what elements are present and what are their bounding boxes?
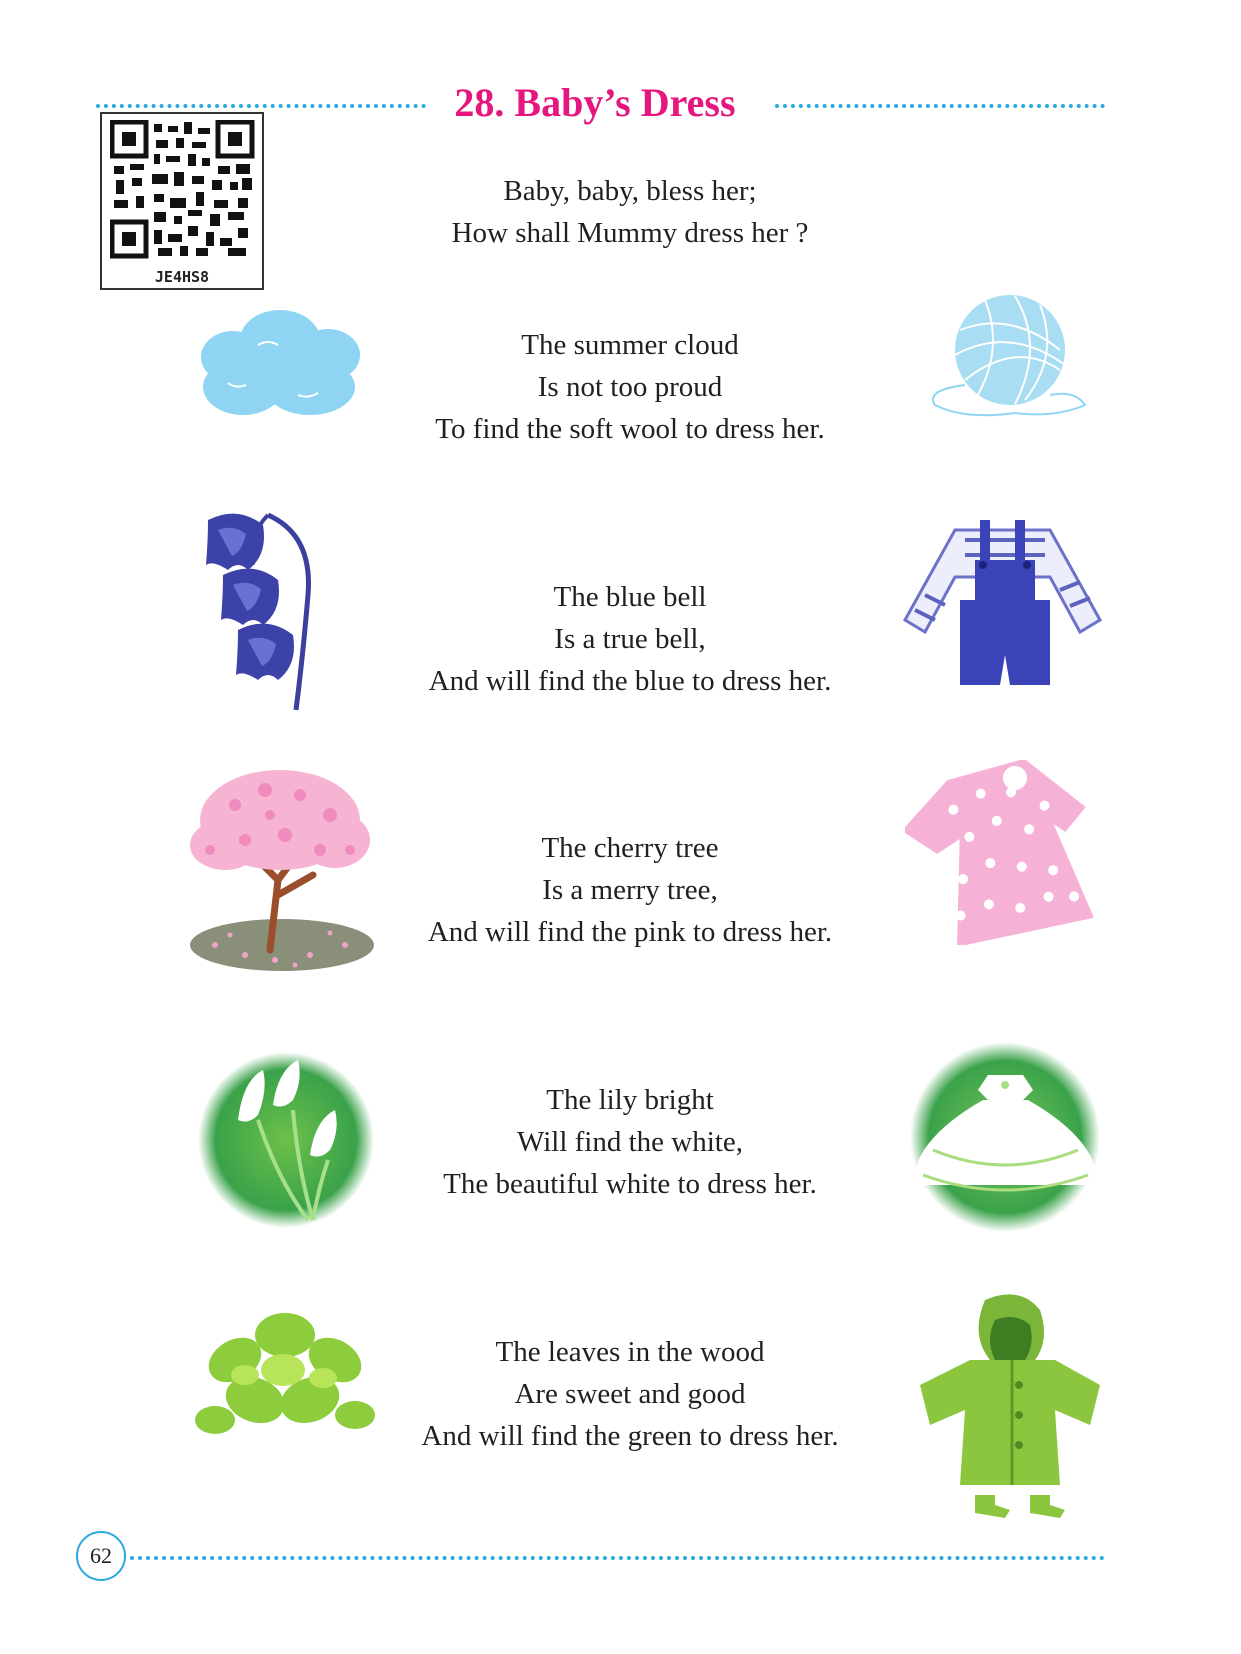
stanza-leaves bbox=[380, 1331, 880, 1457]
poem-line: Is not too proud bbox=[537, 371, 723, 403]
leaves-icon bbox=[195, 1300, 375, 1450]
poem-line: Is a true bell, bbox=[554, 623, 706, 655]
qr-code-label: JE4HS8 bbox=[154, 268, 210, 286]
poem-line: And will find the pink to dress her. bbox=[427, 916, 833, 948]
poem-line: And will find the blue to dress her. bbox=[428, 665, 832, 697]
poem-line: And will find the green to dress her. bbox=[421, 1420, 839, 1452]
poem-line: How shall Mummy dress her ? bbox=[451, 217, 809, 249]
bluebell-icon bbox=[198, 505, 328, 715]
blue-dungarees-icon bbox=[895, 510, 1110, 690]
poem-line: To find the soft wool to dress her. bbox=[435, 413, 825, 445]
poem-line: Is a merry tree, bbox=[542, 874, 718, 906]
white-frock-icon bbox=[908, 1040, 1103, 1235]
footer-rule bbox=[130, 1556, 1105, 1560]
stanza-cloud bbox=[380, 324, 880, 450]
title-rule-left bbox=[96, 104, 426, 108]
qr-code-icon bbox=[110, 120, 256, 260]
stanza-intro bbox=[380, 170, 880, 254]
poem-line: Will find the white, bbox=[517, 1126, 743, 1158]
poem-line: The cherry tree bbox=[541, 832, 719, 864]
cherry-tree-icon bbox=[185, 755, 380, 975]
stanza-bluebell bbox=[380, 576, 880, 702]
poem-line: Baby, baby, bless her; bbox=[503, 175, 757, 207]
poem-line: The summer cloud bbox=[521, 329, 739, 361]
stanza-cherry bbox=[380, 827, 880, 953]
title-rule-right bbox=[775, 104, 1105, 108]
pink-frock-icon bbox=[905, 760, 1105, 945]
lily-icon bbox=[198, 1050, 373, 1230]
page-title: 28. Baby’s Dress bbox=[454, 80, 736, 125]
cloud-icon bbox=[198, 305, 363, 425]
poem-line: The leaves in the wood bbox=[495, 1336, 765, 1368]
stanza-lily bbox=[380, 1079, 880, 1205]
green-coat-icon bbox=[915, 1290, 1105, 1520]
page-number: 62 bbox=[76, 1531, 126, 1581]
wool-ball-icon bbox=[925, 290, 1090, 430]
qr-code[interactable] bbox=[100, 112, 264, 290]
poem-line: The beautiful white to dress her. bbox=[443, 1168, 817, 1200]
poem-line: The blue bell bbox=[553, 581, 707, 613]
poem-line: The lily bright bbox=[546, 1084, 714, 1116]
poem-line: Are sweet and good bbox=[514, 1378, 746, 1410]
